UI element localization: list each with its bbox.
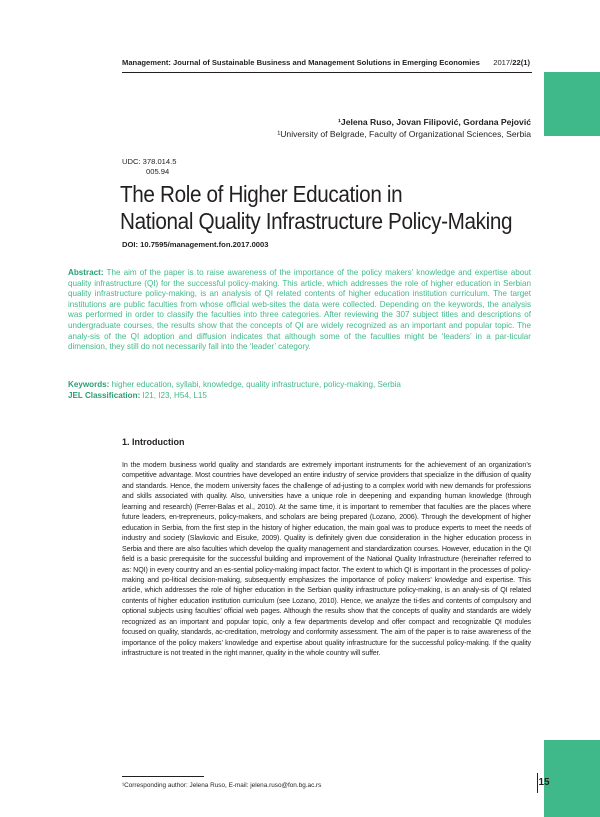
- page-number: 15: [538, 777, 550, 788]
- header-rule: [122, 72, 532, 73]
- paper-title: [120, 181, 512, 235]
- author-names: ¹Jelena Ruso, Jovan Filipović, Gordana Pejović: [338, 117, 531, 127]
- jel-label: JEL Classification:: [68, 391, 141, 400]
- udc-code-secondary: 005.94: [146, 167, 170, 176]
- footnote-rule: [122, 776, 204, 777]
- green-edge-tab: [544, 72, 600, 136]
- author-affiliation: ¹University of Belgrade, Faculty of Organizational Sciences, Serbia: [277, 129, 531, 139]
- jel-line: [68, 390, 531, 401]
- green-edge-tab-bottom: [544, 740, 600, 817]
- volume-issue: 2017/22(1): [493, 58, 530, 67]
- abstract: [68, 268, 531, 353]
- keywords-line: [68, 379, 531, 390]
- section-heading: 1. Introduction: [122, 437, 185, 447]
- footnote: ¹Corresponding author: Jelena Ruso, E-mail: jelena.ruso@fon.bg.ac.rs: [122, 782, 322, 789]
- publication-year: 2017: [493, 58, 511, 67]
- journal-title: Management: Journal of Sustainable Business and Management Solutions in Emerging Economies: [122, 58, 480, 67]
- abstract-label: Abstract:: [68, 268, 104, 277]
- jel-text: I21, I23, H54, L15: [142, 391, 207, 400]
- paper-title-line-2: National Quality Infrastructure Policy-Making: [120, 208, 513, 234]
- keywords-label: Keywords:: [68, 380, 110, 389]
- keywords-text: higher education, syllabi, knowledge, quality infrastructure, policy-making, Serbia: [111, 380, 401, 389]
- volume-number: 22(1): [512, 58, 530, 67]
- paper-title-line-1: The Role of Higher Education in: [120, 181, 403, 207]
- keywords-block: [68, 379, 531, 401]
- udc-codes: [122, 157, 176, 177]
- abstract-text: The aim of the paper is to raise awareness of the importance of the policy makers’ knowledge and expertise about quality infrastructure (QI) for the successful policy-making. This article, which addresses the role of higher education in Serbian quality infrastructure policy-making, is an analysis of QI related contents of higher education institution curriculum. The target institutions are public faculties from whose official web-sites the data were collected. Depending on the keywords, the analysis was performed in order to classify the faculties into three categories. After reviewing the 307 subject titles and descriptions of undergraduate courses, the results show that the concepts of QI are widely recognized as an important and popular topic. The analy-sis of the QI adoption and diffusion indicates that although some of the faculties might be ‘leaders’ in a par-ticular dimension, they still do not necessarily fall into the ‘leader’ category.: [68, 268, 531, 352]
- udc-label: UDC: 378.014.5: [122, 157, 177, 166]
- doi-link[interactable]: DOI: 10.7595/management.fon.2017.0003: [122, 240, 269, 249]
- running-header: [122, 57, 530, 69]
- author-block: [277, 116, 531, 140]
- introduction-body: In the modern business world quality and standards are extremely important instruments for the achievement of an organization’s competitive advantage. Most countries have developed an entire industry of service providers that specialize in the diffusion of quality and standards. Hence, the modern university faces the challenge of ad-justing to a complex world with new demands for professions and skills associated with quality. Also, universities have a unique role in deepening and expanding human knowledge (through learning and research) (Ferrer-Balas et al., 2010). At the same time, it is important to remember that faculties are the places where future leaders, en-trepreneurs, policy-makers, and scholars are being prepared (Lozano, 2006). Through the development of higher education in Serbia, from the first step in the history of higher education, the main goal was to produce experts to meet the needs of industry and society (Slavkovic and Eisuke, 2009). Quality is definitely given due consideration in the higher education process in Serbia and there are also faculties which develop the quality management and standardization courses. However, education in the QI field is a basic prerequisite for the successful building and improvement of the National Quality Infrastructure (hereinafter referred to as: NQI) in every country and an es-sential policy-making impact factor. The extent to which QI is important in the processes of policy-making and po-litical decision-making, subsequently emphasizes the importance of policy makers’ knowledge and expertise. This article, which addresses the role of higher education in the Serbian quality infrastructure policy-making, is an analy-sis of QI related contents of higher education institution curriculum (see Lozano, 2010). Hence, we analyze the ti-tles and contents of compulsory and optional subjects using faculties’ official web pages. Although the results show that the concepts of quality and standards are widely recognized as an important and popular topic, only a few departments develop and offer compact and recognizable QI modules focused on quality, standards, ac-creditation, metrology and conformity assessment. The aim of the paper is to raise awareness of the importance of the policy makers’ knowledge and expertise about quality infrastructure for the successful policy-making. If the quality infrastructure is not treated in the right manner, quality in the whole country will suffer.: [122, 461, 531, 658]
